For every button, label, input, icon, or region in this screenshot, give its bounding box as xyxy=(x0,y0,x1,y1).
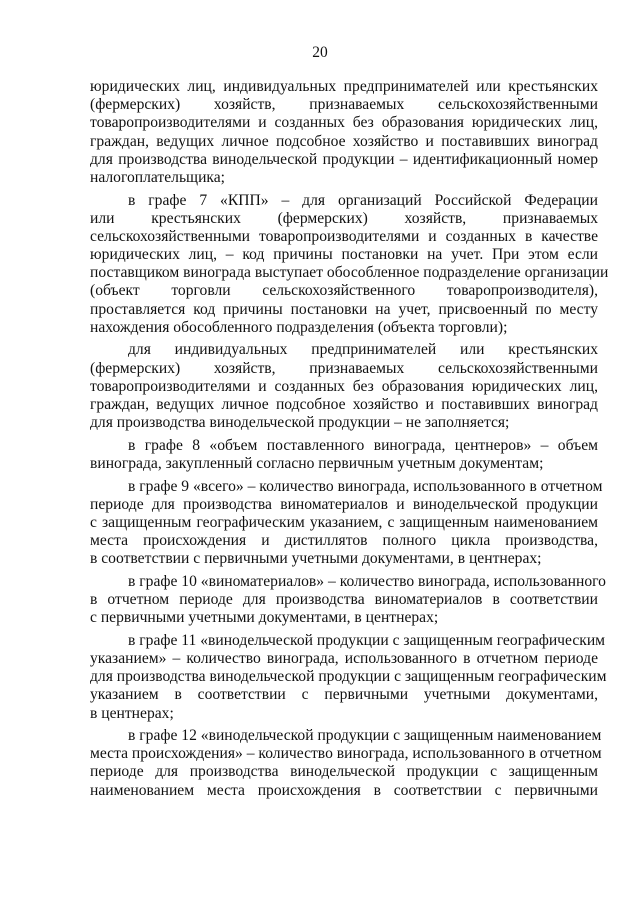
text-line: (фермерских) хозяйств, признаваемых сельскохозяйственными xyxy=(90,359,598,377)
text-line: в отчетном периоде для производства виноматериалов в соответствии xyxy=(90,591,598,609)
paragraph xyxy=(90,341,598,432)
text-line: граждан, ведущих личное подсобное хозяйство и поставивших виноград xyxy=(90,132,598,150)
text-line: указанием в соответствии с первичными учетными документами, xyxy=(90,686,598,704)
paragraph xyxy=(90,727,602,800)
text-line: товаропроизводителями и созданных без образования юридических лиц, xyxy=(90,377,598,395)
text-line: товаропроизводителями и созданных без образования юридических лиц, xyxy=(90,114,598,132)
text-line: с защищенным географическим указанием, с защищенным наименованием xyxy=(90,513,598,531)
text-line: в графе 11 «винодельческой продукции с защищенным географическим xyxy=(128,631,606,649)
paragraph xyxy=(90,191,609,338)
text-line: нахождения обособленного подразделения (объекта торговли); xyxy=(90,318,508,336)
text-line: проставляется код причины постановки на учет, присвоенный по месту xyxy=(90,300,598,318)
text-line: поставщиком винограда выступает обособленное подразделение организации xyxy=(90,264,609,282)
paragraph xyxy=(90,78,598,187)
text-line: в центнерах; xyxy=(90,704,174,722)
paragraph xyxy=(90,631,607,723)
text-line: для индивидуальных предпринимателей или крестьянских xyxy=(128,341,598,359)
paragraph xyxy=(90,477,603,569)
text-line: или крестьянских (фермерских) хозяйств, признаваемых xyxy=(90,209,598,227)
text-line: юридических лиц, индивидуальных предпринимателей или крестьянских xyxy=(90,78,598,95)
text-line: указанием» – количество винограда, использованного в отчетном периоде xyxy=(90,649,598,667)
text-line: для производства винодельческой продукции – идентификационный номер xyxy=(90,150,598,168)
text-line: винограда, закупленный согласно первичным учетным документам; xyxy=(90,454,544,472)
text-line: в графе 9 «всего» – количество винограда, использованного в отчетном xyxy=(128,477,603,495)
text-line: места происхождения и дистиллятов полного цикла производства, xyxy=(90,532,598,550)
text-line: налогоплательщика; xyxy=(90,168,226,186)
text-line: наименованием места происхождения в соответствии с первичными xyxy=(90,781,598,799)
text-line: в графе 7 «КПП» – для организаций Российской Федерации xyxy=(128,191,598,209)
text-line: периоде для производства винодельческой продукции с защищенным xyxy=(90,763,598,781)
text-line: в графе 12 «винодельческой продукции с защищенным наименованием xyxy=(128,727,602,745)
text-line: в графе 8 «объем поставленного винограда, центнеров» – объем xyxy=(128,436,598,454)
document-body xyxy=(90,78,609,800)
text-line: сельскохозяйственными товаропроизводителями и созданных в качестве xyxy=(90,227,598,245)
page-number: 20 xyxy=(312,44,328,61)
text-line: периоде для производства виноматериалов и винодельческой продукции xyxy=(90,495,598,513)
text-line: места происхождения» – количество винограда, использованного в отчетном xyxy=(90,745,602,763)
text-line: (объект торговли сельскохозяйственного товаропроизводителя), xyxy=(90,282,598,300)
text-line: (фермерских) хозяйств, признаваемых сельскохозяйственными xyxy=(90,96,598,114)
paragraph xyxy=(90,437,598,473)
paragraph xyxy=(90,572,606,628)
text-line: с первичными учетными документами, в центнерах; xyxy=(90,609,439,627)
text-line: юридических лиц, – код причины постановки на учет. При этом если xyxy=(90,246,598,264)
text-line: для производства винодельческой продукции – не заполняется; xyxy=(90,414,510,432)
text-line: для производства винодельческой продукции с защищенным географическим xyxy=(90,668,607,686)
text-line: граждан, ведущих личное подсобное хозяйство и поставивших виноград xyxy=(90,395,598,413)
text-line: в графе 10 «виноматериалов» – количество винограда, использованного xyxy=(128,572,606,590)
text-line: в соответствии с первичными учетными документами, в центнерах; xyxy=(90,550,542,568)
